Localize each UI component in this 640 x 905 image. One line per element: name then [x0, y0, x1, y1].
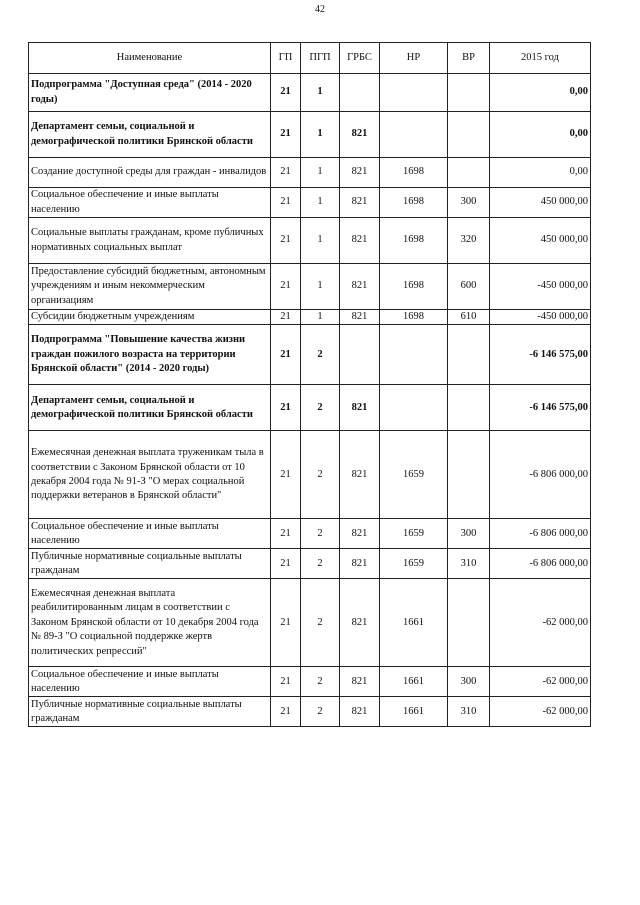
row-vr-cell: 600	[448, 264, 490, 310]
row-nr-cell: 1698	[380, 188, 448, 218]
row-grbs-cell: 821	[340, 264, 380, 310]
row-pgp-cell: 1	[301, 218, 340, 264]
row-pgp-cell: 2	[301, 697, 340, 727]
row-nr-cell: 1661	[380, 667, 448, 697]
row-grbs-cell: 821	[340, 549, 380, 579]
row-grbs-cell: 821	[340, 158, 380, 188]
row-pgp-cell: 1	[301, 74, 340, 112]
row-gp-cell: 21	[271, 112, 301, 158]
table-body	[29, 74, 591, 727]
row-amount-cell: -62 000,00	[490, 579, 591, 667]
row-nr-cell	[380, 325, 448, 385]
row-pgp-cell: 1	[301, 188, 340, 218]
row-name-cell: Субсидии бюджетным учреждениям	[29, 310, 271, 325]
row-amount-cell: -450 000,00	[490, 310, 591, 325]
row-vr-cell: 300	[448, 667, 490, 697]
column-header-year: 2015 год	[490, 43, 591, 74]
row-nr-cell	[380, 74, 448, 112]
table-row	[29, 112, 591, 158]
row-pgp-cell: 1	[301, 310, 340, 325]
row-amount-cell: 450 000,00	[490, 218, 591, 264]
row-vr-cell	[448, 385, 490, 431]
row-grbs-cell: 821	[340, 112, 380, 158]
table-row	[29, 325, 591, 385]
row-gp-cell: 21	[271, 549, 301, 579]
row-gp-cell: 21	[271, 325, 301, 385]
row-gp-cell: 21	[271, 385, 301, 431]
row-amount-cell: -6 806 000,00	[490, 549, 591, 579]
table-row	[29, 158, 591, 188]
table-row	[29, 579, 591, 667]
table-row	[29, 310, 591, 325]
row-name-cell: Ежемесячная денежная выплата реабилитированным лицам в соответствии с Законом Брянской области от 10 декабря 2004 года № 89-З "О социальной поддержке жертв политических репрессий"	[29, 579, 271, 667]
row-name-cell: Социальное обеспечение и иные выплаты населению	[29, 188, 271, 218]
row-gp-cell: 21	[271, 519, 301, 549]
row-pgp-cell: 1	[301, 264, 340, 310]
row-gp-cell: 21	[271, 188, 301, 218]
budget-table	[28, 42, 591, 727]
row-nr-cell: 1698	[380, 310, 448, 325]
row-name-cell: Ежемесячная денежная выплата труженикам тыла в соответствии с Законом Брянской области от 10 декабря 2004 года № 91-З "О мерах социальной поддержки ветеранов в Брянской области"	[29, 431, 271, 519]
table-row	[29, 549, 591, 579]
row-nr-cell: 1659	[380, 549, 448, 579]
row-amount-cell: 0,00	[490, 112, 591, 158]
row-amount-cell: -6 806 000,00	[490, 431, 591, 519]
row-nr-cell: 1659	[380, 431, 448, 519]
row-pgp-cell: 1	[301, 112, 340, 158]
row-name-cell: Создание доступной среды для граждан - инвалидов	[29, 158, 271, 188]
column-header-pgp: ПГП	[301, 43, 340, 74]
table-row	[29, 667, 591, 697]
row-vr-cell: 610	[448, 310, 490, 325]
row-nr-cell: 1659	[380, 519, 448, 549]
row-gp-cell: 21	[271, 431, 301, 519]
row-pgp-cell: 2	[301, 385, 340, 431]
row-gp-cell: 21	[271, 310, 301, 325]
row-gp-cell: 21	[271, 667, 301, 697]
row-vr-cell: 320	[448, 218, 490, 264]
row-grbs-cell: 821	[340, 697, 380, 727]
column-header-vr: ВР	[448, 43, 490, 74]
row-grbs-cell: 821	[340, 385, 380, 431]
row-grbs-cell: 821	[340, 579, 380, 667]
row-name-cell: Департамент семьи, социальной и демографической политики Брянской области	[29, 385, 271, 431]
row-vr-cell: 300	[448, 519, 490, 549]
row-vr-cell: 300	[448, 188, 490, 218]
row-grbs-cell	[340, 325, 380, 385]
row-nr-cell	[380, 112, 448, 158]
row-vr-cell: 310	[448, 697, 490, 727]
table-header-row	[29, 43, 591, 74]
page-number: 42	[315, 4, 325, 15]
row-nr-cell: 1661	[380, 697, 448, 727]
table-row	[29, 431, 591, 519]
row-gp-cell: 21	[271, 74, 301, 112]
row-amount-cell: -6 146 575,00	[490, 325, 591, 385]
row-grbs-cell: 821	[340, 519, 380, 549]
table-row	[29, 385, 591, 431]
row-pgp-cell: 2	[301, 431, 340, 519]
row-name-cell: Публичные нормативные социальные выплаты гражданам	[29, 697, 271, 727]
row-grbs-cell: 821	[340, 667, 380, 697]
row-gp-cell: 21	[271, 579, 301, 667]
row-grbs-cell: 821	[340, 218, 380, 264]
row-vr-cell	[448, 112, 490, 158]
table-row	[29, 519, 591, 549]
row-name-cell: Подпрограмма "Доступная среда" (2014 - 2020 годы)	[29, 74, 271, 112]
row-name-cell: Департамент семьи, социальной и демографической политики Брянской области	[29, 112, 271, 158]
table-row	[29, 74, 591, 112]
row-pgp-cell: 2	[301, 325, 340, 385]
row-pgp-cell: 2	[301, 579, 340, 667]
row-pgp-cell: 2	[301, 519, 340, 549]
row-nr-cell: 1661	[380, 579, 448, 667]
row-amount-cell: -6 806 000,00	[490, 519, 591, 549]
row-pgp-cell: 1	[301, 158, 340, 188]
column-header-grbs: ГРБС	[340, 43, 380, 74]
row-pgp-cell: 2	[301, 667, 340, 697]
row-name-cell: Подпрограмма "Повышение качества жизни граждан пожилого возраста на территории Брянской области" (2014 - 2020 годы)	[29, 325, 271, 385]
row-name-cell: Предоставление субсидий бюджетным, автономным учреждениям и иным некоммерческим организациям	[29, 264, 271, 310]
row-amount-cell: -450 000,00	[490, 264, 591, 310]
row-nr-cell	[380, 385, 448, 431]
row-amount-cell: 0,00	[490, 74, 591, 112]
row-gp-cell: 21	[271, 158, 301, 188]
row-grbs-cell: 821	[340, 188, 380, 218]
row-amount-cell: 0,00	[490, 158, 591, 188]
row-vr-cell: 310	[448, 549, 490, 579]
table-row	[29, 188, 591, 218]
row-amount-cell: -62 000,00	[490, 697, 591, 727]
row-name-cell: Социальные выплаты гражданам, кроме публичных нормативных социальных выплат	[29, 218, 271, 264]
column-header-nr: НР	[380, 43, 448, 74]
row-amount-cell: 450 000,00	[490, 188, 591, 218]
row-vr-cell	[448, 158, 490, 188]
row-name-cell: Социальное обеспечение и иные выплаты населению	[29, 667, 271, 697]
row-grbs-cell: 821	[340, 310, 380, 325]
row-vr-cell	[448, 431, 490, 519]
row-grbs-cell: 821	[340, 431, 380, 519]
row-amount-cell: -62 000,00	[490, 667, 591, 697]
table-row	[29, 264, 591, 310]
row-amount-cell: -6 146 575,00	[490, 385, 591, 431]
row-nr-cell: 1698	[380, 158, 448, 188]
column-header-gp: ГП	[271, 43, 301, 74]
column-header-name: Наименование	[29, 43, 271, 74]
row-vr-cell	[448, 579, 490, 667]
row-gp-cell: 21	[271, 218, 301, 264]
row-nr-cell: 1698	[380, 264, 448, 310]
row-vr-cell	[448, 325, 490, 385]
row-vr-cell	[448, 74, 490, 112]
table-row	[29, 697, 591, 727]
row-name-cell: Публичные нормативные социальные выплаты гражданам	[29, 549, 271, 579]
row-grbs-cell	[340, 74, 380, 112]
row-gp-cell: 21	[271, 697, 301, 727]
row-nr-cell: 1698	[380, 218, 448, 264]
table-row	[29, 218, 591, 264]
row-name-cell: Социальное обеспечение и иные выплаты населению	[29, 519, 271, 549]
row-pgp-cell: 2	[301, 549, 340, 579]
row-gp-cell: 21	[271, 264, 301, 310]
